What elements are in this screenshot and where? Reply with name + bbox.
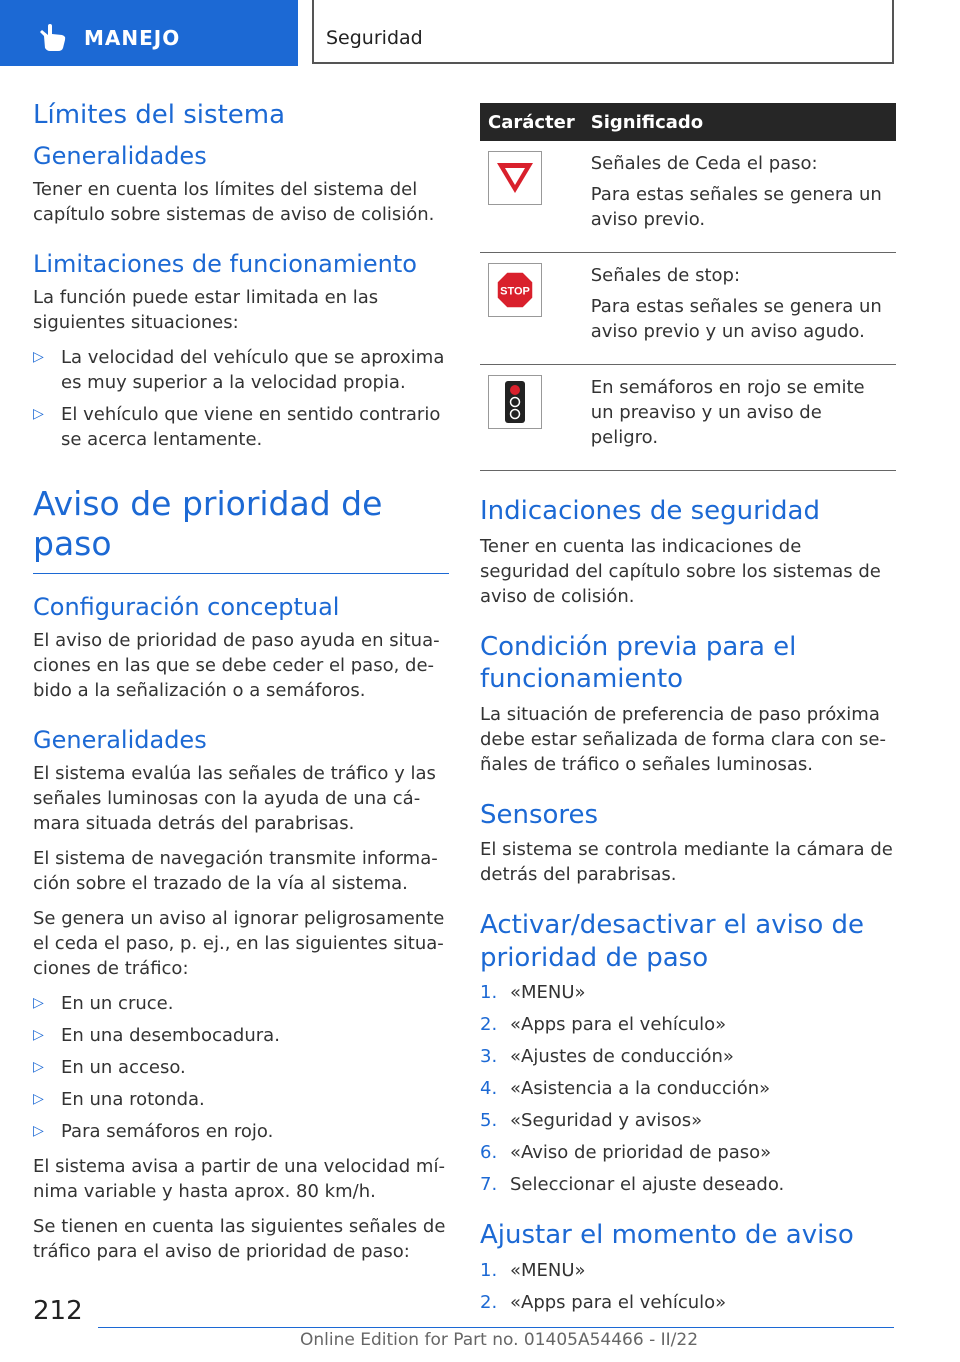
page-number: 212	[33, 1296, 83, 1326]
paragraph-concept: El aviso de prioridad de paso ayuda en situaciones en las que se debe ceder el paso, debido a la señalización o a semáforos.	[33, 630, 440, 702]
list-item: 1. «MENU»	[480, 1259, 586, 1281]
list-item: 2. «Apps para el vehículo»	[480, 1291, 727, 1313]
traffic-light-icon	[488, 375, 542, 429]
heading-functional-limits: Limitaciones de funcionamiento	[33, 250, 417, 279]
list-item: ▷ En una rotonda.	[33, 1087, 449, 1112]
heading-general-1: Generalidades	[33, 142, 207, 171]
heading-precondition: Condición previa para el funcionamiento	[480, 631, 797, 694]
row-text-1: Señales de Ceda el paso:	[590, 153, 818, 174]
paragraph-general-2c: Se genera un aviso al ignorar peligrosamente el ceda el paso, p. ej., en las siguientes situaciones de tráfico:	[33, 908, 445, 980]
list-item: ▷ En un acceso.	[33, 1055, 449, 1080]
list-item: 5. «Seguridad y avisos»	[480, 1110, 703, 1131]
subsection-title: Seguridad	[326, 27, 423, 49]
paragraph-general-1: Tener en cuenta los límites del sistema del capítulo sobre sistemas de aviso de colisión.	[33, 179, 435, 226]
situations-list	[33, 991, 449, 1144]
paragraph-general-2a: El sistema evalúa las señales de tráfico y las señales luminosas con la ayuda de una cámara situada detrás del parabrisas.	[33, 763, 436, 835]
paragraph-signs: Se tienen en cuenta las siguientes señales de tráfico para el aviso de prioridad de paso:	[33, 1216, 446, 1263]
footer-edition: Online Edition for Part no. 01405A54466 - II/22	[300, 1330, 699, 1350]
list-item: ▷ El vehículo que viene en sentido contrario se acerca lentamente.	[33, 402, 449, 452]
heading-sensors: Sensores	[480, 799, 599, 830]
table-row	[480, 141, 896, 253]
heading-activate: Activar/desactivar el aviso de prioridad de paso	[480, 910, 865, 973]
table-header-character: Carácter	[480, 103, 583, 141]
list-item: ▷ Para semáforos en rojo.	[33, 1119, 449, 1144]
heading-system-limits: Límites del sistema	[33, 100, 286, 130]
functional-limits-list	[33, 345, 449, 452]
row-text-2: Para estas señales se genera un aviso previo.	[590, 184, 882, 230]
adjust-steps-list	[480, 1258, 896, 1315]
table-row	[480, 253, 896, 365]
paragraph-functional-limits: La función puede estar limitada en las siguientes situaciones:	[33, 287, 379, 334]
table-header-meaning: Significado	[583, 103, 896, 141]
list-item: 2. «Apps para el vehículo»	[480, 1014, 727, 1035]
footer-divider	[98, 1327, 894, 1328]
list-item: 4. «Asistencia a la conducción»	[480, 1078, 771, 1099]
stop-sign-icon	[488, 263, 542, 317]
list-item: ▷ La velocidad del vehículo que se aproxima es muy superior a la velocidad propia.	[33, 345, 449, 395]
heading-right-of-way-warning: Aviso de prioridad de paso	[33, 484, 449, 574]
list-item: 1. «MENU»	[480, 982, 586, 1003]
activate-steps-list	[480, 980, 896, 1197]
paragraph-general-2b: El sistema de navegación transmite información sobre el trazado de la vía al sistema.	[33, 848, 438, 895]
paragraph-safety: Tener en cuenta las indicaciones de seguridad del capítulo sobre los sistemas de aviso de colisión.	[480, 535, 881, 607]
heading-safety: Indicaciones de seguridad	[480, 496, 820, 526]
stop-text: STOP	[500, 285, 530, 298]
row-text-1: Señales de stop:	[590, 265, 741, 286]
list-item: ▷ En un cruce.	[33, 991, 449, 1016]
paragraph-precondition: La situación de preferencia de paso próxima debe estar señalizada de forma clara con señales de tráfico o señales luminosas.	[480, 703, 886, 775]
heading-general-2: Generalidades	[33, 726, 207, 755]
left-column	[33, 100, 449, 1274]
paragraph-sensors: El sistema se controla mediante la cámara de detrás del parabrisas.	[480, 839, 893, 885]
right-column	[480, 103, 896, 1325]
section-title: MANEJO	[84, 26, 181, 50]
list-item: ▷ En una desembocadura.	[33, 1023, 449, 1048]
paragraph-speed: El sistema avisa a partir de una velocidad mínima variable y hasta aprox. 80 km/h.	[33, 1156, 445, 1203]
list-item: 6. «Aviso de prioridad de paso»	[480, 1142, 772, 1163]
sign-table	[480, 103, 896, 471]
header-section-tab	[0, 0, 298, 66]
row-text-1: En semáforos en rojo se emite un preaviso y un aviso de peligro.	[590, 377, 865, 448]
table-row	[480, 365, 896, 471]
heading-concept: Configuración conceptual	[33, 593, 340, 622]
yield-sign-icon	[488, 151, 542, 205]
header-subsection	[312, 0, 894, 64]
list-item: 7. Seleccionar el ajuste deseado.	[480, 1174, 785, 1195]
heading-adjust: Ajustar el momento de aviso	[480, 1220, 854, 1250]
hand-icon	[38, 24, 68, 52]
row-text-2: Para estas señales se genera un aviso previo y un aviso agudo.	[590, 296, 882, 342]
list-item: 3. «Ajustes de conducción»	[480, 1046, 734, 1067]
